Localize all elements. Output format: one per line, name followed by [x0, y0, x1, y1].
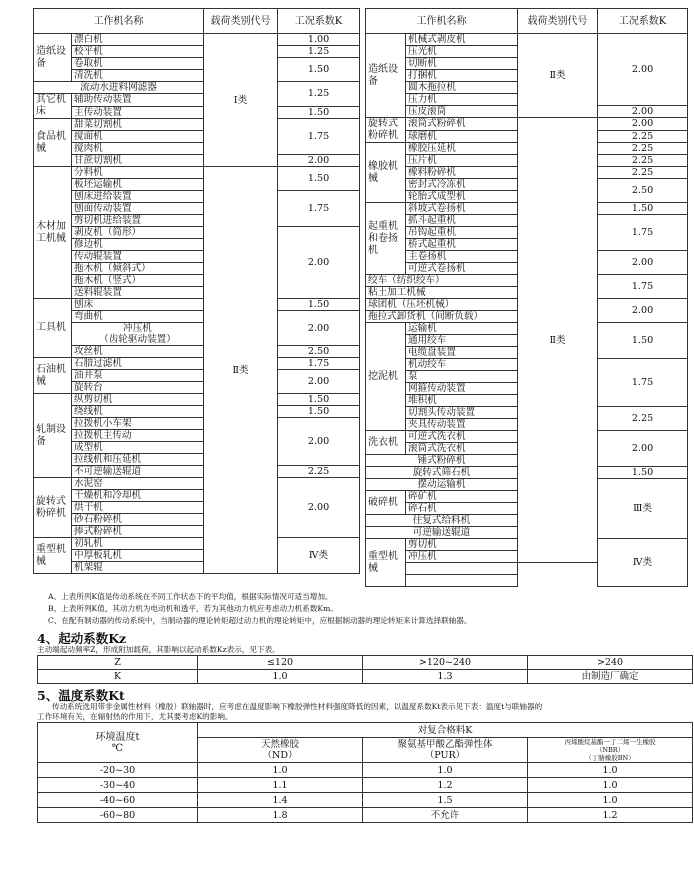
temperature-coefficient-table: [37, 722, 693, 823]
group-crane: 起重机和卷扬机: [366, 203, 406, 275]
kt-nbr: 1.0: [528, 763, 693, 778]
item: 甜菜切割机: [72, 119, 204, 131]
k-value: 2.25: [598, 155, 688, 167]
item: 送料辊装置: [72, 287, 204, 299]
kt-pur: 1.0: [363, 763, 528, 778]
group-oil: 石油机械: [34, 358, 72, 394]
item: 橡料粉碎机: [406, 167, 518, 179]
kt-nbr: 1.0: [528, 778, 693, 793]
kt-nd: 1.0: [198, 763, 363, 778]
k-value: 由制造厂确定: [528, 670, 693, 684]
col-nbr: 丙烯酸烷基酯一丁二烯一生橡胶 （NBR） （丁腈橡胶BN）: [528, 738, 693, 763]
item: 机架辊: [72, 562, 204, 574]
item: 吊钩起重机: [406, 227, 518, 239]
group-tool: 工具机: [34, 299, 72, 358]
item: 球磨机: [406, 130, 518, 143]
temp: -20~30: [38, 763, 198, 778]
item: 刨床进给装置: [72, 191, 204, 203]
kt-nbr: 1.2: [528, 808, 693, 823]
note-c: C、在配有制动器的传动系统中，当制动器的理论转矩超过动力机的理论转矩中，应根据制动器的理论转矩来计算选择联轴器。: [48, 616, 472, 625]
item: 夹具传动装置: [406, 419, 518, 431]
item: 滚筒式粉碎机: [406, 118, 518, 131]
header-machine-name: 工作机名称: [34, 9, 204, 34]
item: 可逆式洗衣机: [406, 431, 518, 443]
item: 初轧机: [72, 538, 204, 550]
right-coefficient-table: [365, 8, 688, 587]
item: 拉线机和压延机: [72, 454, 204, 466]
item: 辅助传动装置: [72, 94, 204, 107]
item: 滚筒式洗衣机: [406, 443, 518, 455]
item: 剥皮机（简形）: [72, 227, 204, 239]
section5-desc-1: 传动系统选用带非金属性材料（橡胶）联轴器时，应考虑在温度影响下橡胶弹性材料强度降低的因素，以温度系数Kt表示见下表：温度t与联轴器的: [52, 702, 543, 711]
item: 搅面机: [72, 131, 204, 143]
group-crusher: 破碎机: [366, 491, 406, 515]
temp: -60~80: [38, 808, 198, 823]
section4-title: 4、起动系数Kz: [37, 631, 127, 646]
group-paper: 造纸设备: [366, 34, 406, 118]
note-b: B、上表所列K值，其动力机为电动机和透平，若为其他动力机应考虑动力机系数Km。: [48, 604, 338, 613]
item: 砂石粉碎机: [72, 514, 204, 526]
group-heavy: 重型机械: [366, 539, 406, 587]
section5-title: 5、温度系数Kt: [37, 688, 125, 703]
k-value: 2.00: [278, 370, 360, 394]
item: 主传动装置: [72, 106, 204, 119]
item: [406, 575, 518, 587]
item: 校平机: [72, 46, 204, 58]
k-value: 1.25: [278, 46, 360, 58]
k-value: 1.50: [598, 323, 688, 359]
load-class: Ⅱ类: [518, 34, 598, 118]
k-value: 1.0: [198, 670, 363, 684]
row-label-k: K: [38, 670, 198, 684]
item: 旋转台: [72, 382, 204, 394]
load-class: Ⅳ类: [598, 539, 688, 587]
header-machine-name: 工作机名称: [366, 9, 518, 34]
kt-nd: 1.8: [198, 808, 363, 823]
item: 网箍传动装置: [406, 383, 518, 395]
k-value: 1.50: [278, 406, 360, 418]
group-wood: 木材加工机械: [34, 167, 72, 299]
item: 传动辊装置: [72, 251, 204, 263]
group-paper: 造纸设备: [34, 34, 72, 82]
k-value: 2.50: [598, 179, 688, 203]
item: 通用绞车: [406, 335, 518, 347]
item: 桥式起重机: [406, 239, 518, 251]
k-value: 2.00: [598, 118, 688, 131]
k-value: 1.75: [278, 191, 360, 227]
z-value: >240: [528, 656, 693, 670]
group-rubber: 橡胶机械: [366, 143, 406, 203]
k-value: 2.00: [278, 227, 360, 299]
item: 机动绞车: [406, 359, 518, 371]
group-mill: 旋转式粉碎机: [366, 118, 406, 143]
item: 板坯运输机: [72, 179, 204, 191]
item: 抓斗起重机: [406, 215, 518, 227]
group-wash: 洗衣机: [366, 431, 406, 455]
z-value: >120~240: [363, 656, 528, 670]
item: 圆木拖拉机: [406, 82, 518, 94]
item: 运输机: [406, 323, 518, 335]
section4-desc: 主动端起动频率Z，形成附加载荷，其影响以起动系数Kz表示，见下表。: [37, 645, 280, 654]
k-value: 1.50: [278, 167, 360, 191]
item: 压皮滚筒: [406, 106, 518, 118]
item: 切断机: [406, 58, 518, 70]
col-pur: 聚氨基甲酸乙酯弹性体 （PUR）: [363, 738, 528, 763]
k-value: 2.25: [278, 466, 360, 478]
k-value: 1.50: [278, 394, 360, 406]
item: 冲压机 （齿轮驱动装置）: [72, 323, 204, 346]
kt-nbr: 1.0: [528, 793, 693, 808]
item: 粘土加工机械: [366, 287, 518, 299]
item: 泵: [406, 371, 518, 383]
k-value: 1.3: [363, 670, 528, 684]
item: 冲压机: [406, 551, 518, 563]
item: 橡胶压延机: [406, 143, 518, 155]
item: 搅肉机: [72, 143, 204, 155]
k-value: 1.75: [278, 358, 360, 370]
item: 绞车（纺织绞车）: [366, 275, 518, 287]
load-class: Ⅲ类: [598, 479, 688, 539]
load-class: Ⅱ类: [518, 118, 598, 563]
header-k: 工况系数K: [598, 9, 688, 34]
item: 轮胎式成型机: [406, 191, 518, 203]
item: 旋转式筛石机: [366, 467, 518, 479]
group-rotary: 旋转式粉碎机: [34, 478, 72, 538]
group-roll: 轧制设备: [34, 394, 72, 478]
item: 碎矿机: [406, 491, 518, 503]
item: 剪切机: [406, 539, 518, 551]
item: 分料机: [72, 167, 204, 179]
z-value: ≤120: [198, 656, 363, 670]
col-group: 对复合格料K: [198, 723, 693, 738]
item: 往复式给料机: [366, 515, 518, 527]
k-value: 2.00: [278, 418, 360, 466]
item: 斜坡式卷扬机: [406, 203, 518, 215]
item: 机械式剥皮机: [406, 34, 518, 46]
k-value: 2.00: [598, 251, 688, 275]
item: 可逆输送辊道: [366, 527, 518, 539]
header-load-class: 载荷类别代号: [204, 9, 278, 34]
col-nd: 天然橡胶 （ND）: [198, 738, 363, 763]
item: 不可逆输送辊道: [72, 466, 204, 478]
kt-nd: 1.4: [198, 793, 363, 808]
item: 密封式冷冻机: [406, 179, 518, 191]
item: 刨面传动装置: [72, 203, 204, 215]
start-coefficient-table: [37, 655, 693, 684]
item: 弯曲机: [72, 311, 204, 323]
temp: -40~60: [38, 793, 198, 808]
header-k: 工况系数K: [278, 9, 360, 34]
item: 石腊过滤机: [72, 358, 204, 370]
header-load-class: 载荷类别代号: [518, 9, 598, 34]
item: 刨床: [72, 299, 204, 311]
k-value: 1.25: [278, 82, 360, 107]
k-value: 2.25: [598, 130, 688, 143]
item: 锤式粉碎机: [366, 455, 518, 467]
k-value: 2.25: [598, 143, 688, 155]
item: 碎石机: [406, 503, 518, 515]
item: 拉拨机主传动: [72, 430, 204, 442]
k-value: 1.75: [598, 359, 688, 407]
item: 球团机（压坯机械）: [366, 299, 518, 311]
item: 水泥窑: [72, 478, 204, 490]
item: 拉拨机小车架: [72, 418, 204, 430]
k-value: 1.00: [278, 34, 360, 46]
group-dig: 挖泥机: [366, 323, 406, 431]
section5-desc-2: 工作环境有关，在辐射热的作用下，尤其要考虑K的影响。: [37, 712, 233, 721]
item: 攻丝机: [72, 346, 204, 358]
item: 拖木机（竖式）: [72, 275, 204, 287]
item: 可逆式卷扬机: [406, 263, 518, 275]
k-value: 1.50: [598, 467, 688, 479]
load-class: Ⅱ类: [204, 167, 278, 574]
k-value: 1.50: [278, 106, 360, 119]
k-value: 1.75: [598, 215, 688, 251]
item: 清洗机: [72, 70, 204, 82]
left-coefficient-table: [33, 8, 360, 574]
group-other: 其它机床: [34, 94, 72, 119]
temp: -30~40: [38, 778, 198, 793]
k-value: 1.75: [598, 275, 688, 299]
item: 主卷扬机: [406, 251, 518, 263]
k-value: 2.25: [598, 407, 688, 431]
item: 漂白机: [72, 34, 204, 46]
item: 切割头传动装置: [406, 407, 518, 419]
item: [406, 563, 518, 575]
item: 干燥机和冷却机: [72, 490, 204, 502]
load-class: Ⅰ类: [204, 34, 278, 167]
item: 压力机: [406, 94, 518, 106]
item: 绕线机: [72, 406, 204, 418]
col-temp: 环境温度t ℃: [38, 723, 198, 763]
item: 烘干机: [72, 502, 204, 514]
kt-pur: 不允许: [363, 808, 528, 823]
item: 堆积机: [406, 395, 518, 407]
item: 修边机: [72, 239, 204, 251]
k-value: 2.00: [598, 106, 688, 118]
item: 流动水进料网滤器: [34, 82, 204, 94]
item: 压片机: [406, 155, 518, 167]
k-value: 1.50: [598, 203, 688, 215]
group-heavy: 重型机械: [34, 538, 72, 574]
item: 捧式粉碎机: [72, 526, 204, 538]
k-value: 2.50: [278, 346, 360, 358]
item: 纵剪切机: [72, 394, 204, 406]
item: 甘蔗切割机: [72, 155, 204, 167]
item: 电缆盘装置: [406, 347, 518, 359]
k-value: 2.00: [278, 311, 360, 346]
kt-nd: 1.1: [198, 778, 363, 793]
k-value: 1.75: [278, 119, 360, 155]
item: 摆动运输机: [366, 479, 518, 491]
k-value: 2.25: [598, 167, 688, 179]
item: 中厚板轧机: [72, 550, 204, 562]
kt-pur: 1.2: [363, 778, 528, 793]
item: 成型机: [72, 442, 204, 454]
item: 拖木机（倾斜式）: [72, 263, 204, 275]
item: 拖拉式卸货机（间断负载）: [366, 311, 518, 323]
k-value: 1.50: [278, 299, 360, 311]
k-value: 2.00: [278, 155, 360, 167]
k-value: 2.00: [598, 299, 688, 323]
k-value: 2.00: [598, 431, 688, 467]
item: 打捆机: [406, 70, 518, 82]
notes: [48, 591, 471, 627]
k-value: 1.50: [278, 58, 360, 82]
item: 卷取机: [72, 58, 204, 70]
note-a: A、上表所列K值是传动系统在不同工作状态下的平均值，根据实际情况可适当增加。: [48, 592, 333, 601]
group-food: 食品机械: [34, 119, 72, 167]
load-class: Ⅳ类: [278, 538, 360, 574]
item: 剪切机进给装置: [72, 215, 204, 227]
k-value: 2.00: [598, 34, 688, 106]
row-label-z: Z: [38, 656, 198, 670]
k-value: 2.00: [278, 478, 360, 538]
item: 油井泵: [72, 370, 204, 382]
item: 压光机: [406, 46, 518, 58]
kt-pur: 1.5: [363, 793, 528, 808]
